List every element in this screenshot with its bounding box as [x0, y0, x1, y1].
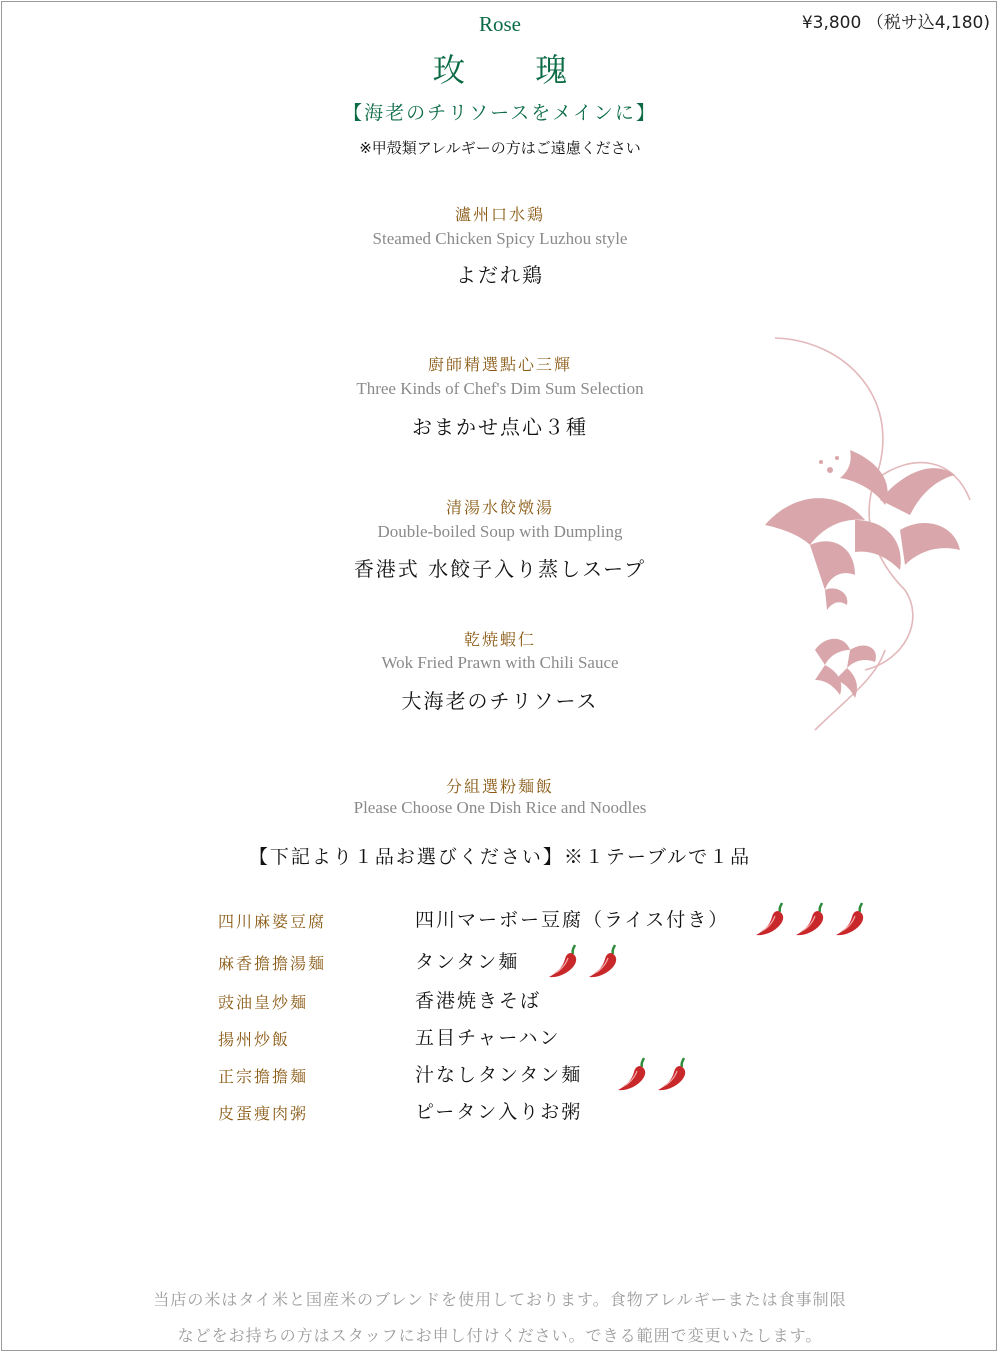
course-english-name: Wok Fried Prawn with Chili Sauce	[381, 653, 619, 672]
option-row	[0, 986, 1000, 1020]
option-chinese-name: 麻香擔擔湯麺	[218, 954, 327, 973]
menu-title-english: Rose	[479, 12, 521, 36]
option-chinese-name: 正宗擔擔麺	[218, 1067, 309, 1086]
option-japanese-name: ピータン入りお粥	[415, 1101, 583, 1123]
course-english-name: Please Choose One Dish Rice and Noodles	[353, 798, 647, 817]
menu-title-japanese: 玫 瑰	[432, 51, 598, 89]
option-row	[0, 1023, 1000, 1057]
choose-note: 【下記より１品お選びください】※１テーブルで１品	[248, 846, 752, 868]
course-english-name: Steamed Chicken Spicy Luzhou style	[372, 229, 628, 248]
option-japanese-name: タンタン麺	[415, 951, 520, 973]
menu-subtitle: 【海老のチリソースをメインに】	[343, 102, 657, 124]
course-chinese-name: 清湯水餃燉湯	[445, 498, 554, 517]
course-japanese-name: よだれ鶏	[456, 263, 544, 287]
course-chinese-name: 廚師精選點心三輝	[427, 355, 572, 374]
spice-level	[752, 899, 872, 939]
course-japanese-name: おまかせ点心３種	[412, 415, 588, 439]
course-english-name: Double-boiled Soup with Dumpling	[377, 522, 623, 541]
footer-line: などをお持ちの方はスタッフにお申し付けください。できる範囲で変更いたします。	[177, 1326, 823, 1345]
course-chinese-name: 瀘州口水鶏	[454, 205, 545, 224]
allergy-note: ※甲殻類アレルギーの方はご遠慮ください	[359, 139, 641, 157]
option-japanese-name: 四川マーボー豆腐（ライス付き）	[415, 909, 730, 931]
course-japanese-name: 大海老のチリソース	[401, 689, 599, 713]
chili-pepper-icon	[832, 899, 870, 939]
option-chinese-name: 豉油皇炒麺	[218, 993, 309, 1012]
option-chinese-name: 皮蛋痩肉粥	[218, 1104, 309, 1123]
course-japanese-name: 香港式 水餃子入り蒸しスープ	[353, 557, 647, 581]
option-japanese-name: 五目チャーハン	[415, 1027, 561, 1049]
option-row	[0, 947, 1000, 981]
spice-level	[614, 1054, 694, 1094]
option-row	[0, 905, 1000, 939]
spice-level	[545, 941, 625, 981]
chili-pepper-icon	[752, 899, 790, 939]
flower-ornament	[755, 330, 1000, 740]
chili-pepper-icon	[545, 941, 583, 981]
course-chinese-name: 分組選粉麺飯	[445, 777, 554, 796]
option-japanese-name: 汁なしタンタン麺	[415, 1064, 583, 1086]
option-chinese-name: 四川麻婆豆腐	[218, 912, 327, 931]
option-chinese-name: 揚州炒飯	[218, 1030, 291, 1049]
option-japanese-name: 香港焼きそば	[415, 990, 542, 1012]
option-row	[0, 1097, 1000, 1131]
chili-pepper-icon	[792, 899, 830, 939]
price-label: ¥3,800 （税サ込4,180)	[801, 13, 990, 33]
course-chinese-name: 乾焼蝦仁	[463, 630, 536, 649]
chili-pepper-icon	[614, 1054, 652, 1094]
option-row	[0, 1060, 1000, 1094]
course-english-name: Three Kinds of Chef's Dim Sum Selection	[356, 379, 644, 398]
chili-pepper-icon	[654, 1054, 692, 1094]
footer-line: 当店の米はタイ米と国産米のブレンドを使用しております。食物アレルギーまたは食事制限	[153, 1290, 847, 1309]
chili-pepper-icon	[585, 941, 623, 981]
